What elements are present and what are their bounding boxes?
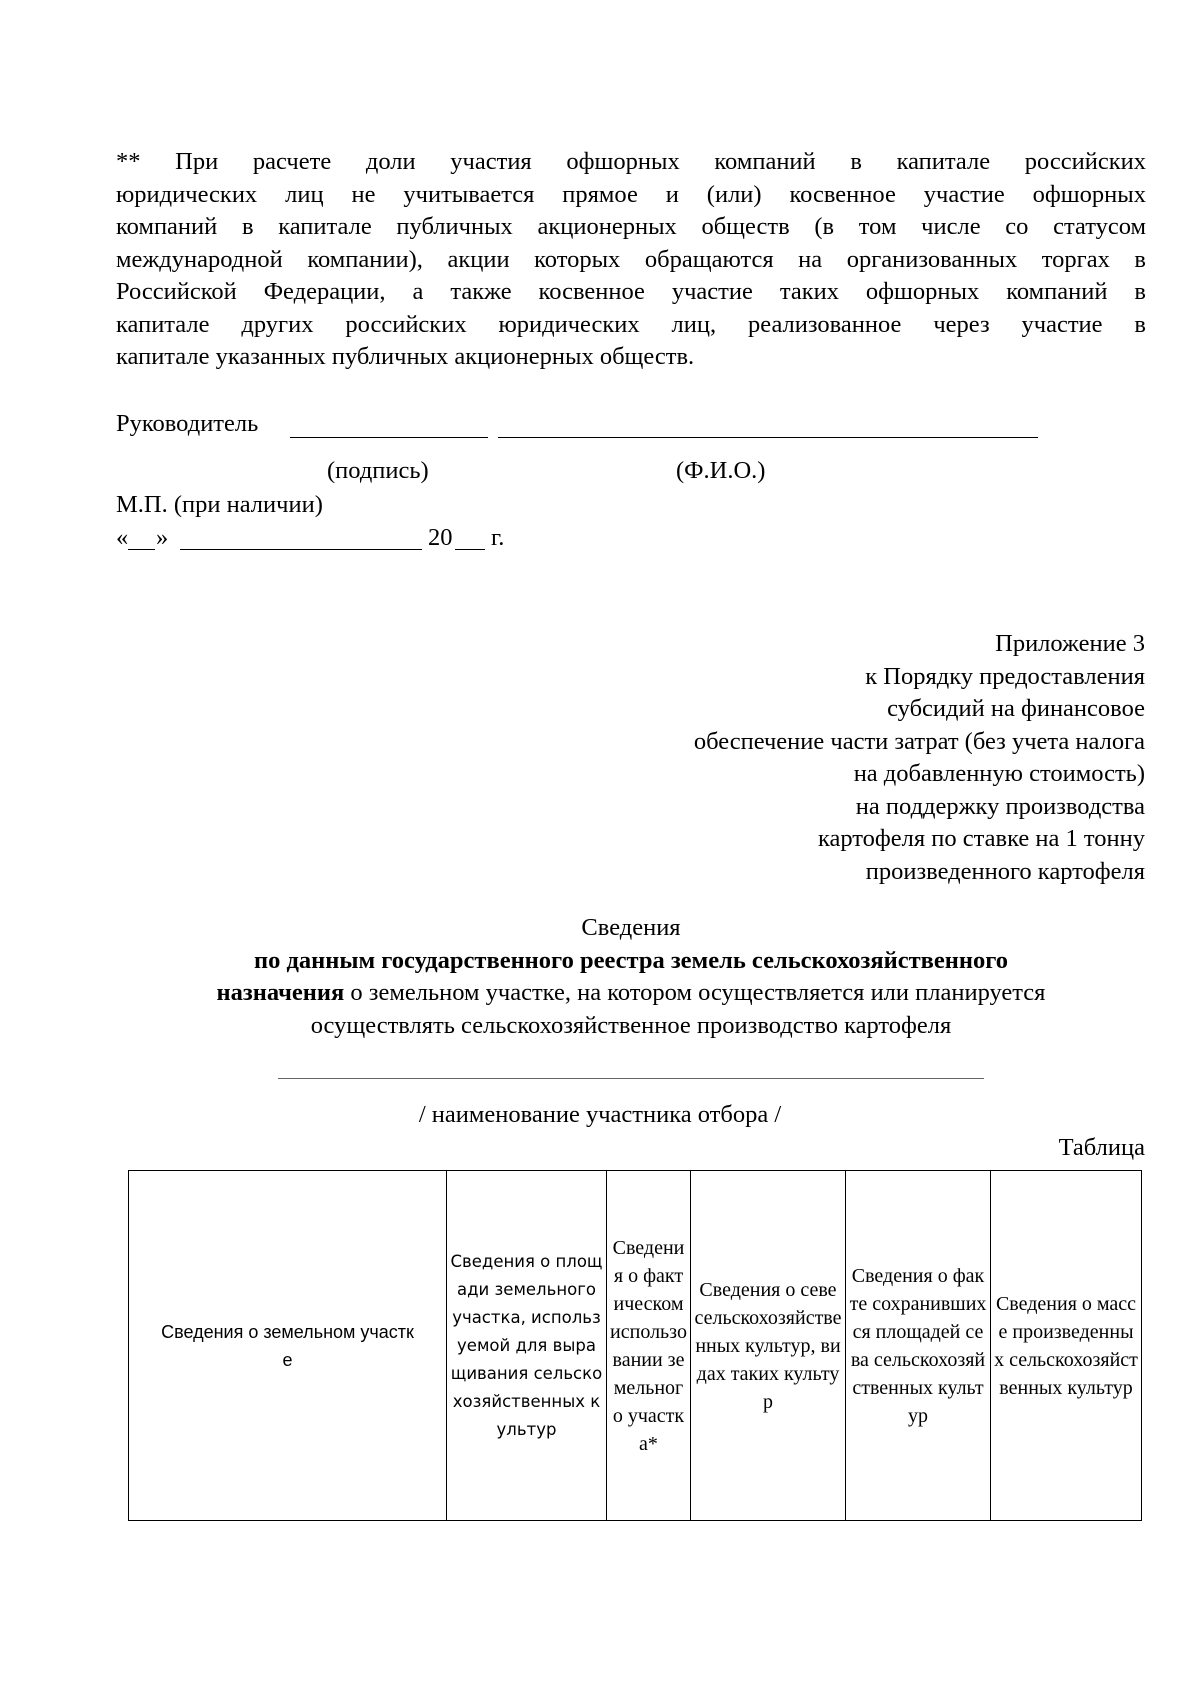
header-cell-land-plot: Сведения о земельном участке — [129, 1171, 447, 1521]
header-cell-sowing: Сведения о севе сельскохозяйственных культур, видах таких культур — [691, 1171, 846, 1521]
appendix-header — [545, 628, 1145, 888]
head-label: Руководитель — [116, 410, 259, 437]
table-header-row — [129, 1171, 1142, 1521]
table-label: Таблица — [1058, 1134, 1145, 1161]
footnote-line: международной компании), акции которых обращаются на организованных торгах в — [116, 245, 1146, 273]
title-line: Сведения — [581, 914, 681, 941]
year-prefix: 20 — [428, 524, 453, 551]
footnote-line: капитале других российских юридических лиц, реализованное через участие в — [116, 310, 1146, 338]
year-blank — [455, 549, 485, 550]
name-caption: (Ф.И.О.) — [676, 457, 766, 484]
offshore-footnote — [116, 146, 1146, 374]
stamp-label: М.П. (при наличии) — [116, 491, 323, 518]
footnote-line: капитале указанных публичных акционерных обществ. — [116, 343, 695, 370]
title-bold-text: по данным государственного реестра земель сельскохозяйственного — [253, 946, 1009, 974]
appendix-line: Приложение 3 — [995, 630, 1145, 657]
appendix-line: субсидий на финансовое — [887, 695, 1145, 722]
footnote-line: компаний в капитале публичных акционерных обществ (в том числе со статусом — [116, 213, 1146, 240]
title-line — [116, 977, 1146, 1010]
participant-name-line — [278, 1078, 984, 1079]
appendix-line: обеспечение части затрат (без учета налога — [693, 727, 1145, 755]
footnote-line: ** При расчете доли участия офшорных компаний в капитале российских — [116, 148, 1146, 175]
day-blank — [128, 549, 155, 550]
appendix-line: на поддержку производства — [855, 792, 1145, 820]
land-info-table — [128, 1170, 1142, 1521]
month-blank — [180, 549, 422, 550]
header-cell-actual-use: Сведения о фактическом использовании земельного участка* — [607, 1171, 691, 1521]
header-cell-area: Сведения о площади земельного участка, используемой для выращивания сельскохозяйственных культур — [447, 1171, 607, 1521]
title-bold-text: назначения — [216, 979, 345, 1006]
title-line — [116, 945, 1146, 978]
document-title — [116, 912, 1146, 1042]
footnote-line: юридических лиц не учитывается прямое и (или) косвенное участие офшорных — [116, 180, 1146, 208]
date-open-quote: « — [116, 524, 129, 551]
name-blank — [498, 437, 1038, 438]
appendix-line: произведенного картофеля — [865, 857, 1145, 885]
date-close-quote: » — [156, 524, 169, 551]
appendix-line: на добавленную стоимость) — [853, 760, 1145, 787]
signature-blank — [290, 437, 488, 438]
header-cell-preserved-area: Сведения о факте сохранившихся площадей сева сельскохозяйственных культур — [846, 1171, 991, 1521]
signature-caption: (подпись) — [327, 457, 429, 484]
title-text: о земельном участке, на котором осуществляется или планируется — [344, 979, 1046, 1006]
header-cell-mass: Сведения о массе произведенных сельскохозяйственных культур — [991, 1171, 1142, 1521]
participant-caption: / наименование участника отбора / — [418, 1101, 782, 1128]
year-suffix: г. — [491, 524, 505, 551]
title-line: осуществлять сельскохозяйственное производство картофеля — [310, 1011, 952, 1039]
footnote-line: Российской Федерации, а также косвенное участие таких офшорных компаний в — [116, 278, 1146, 305]
appendix-line: картофеля по ставке на 1 тонну — [817, 825, 1145, 852]
appendix-line: к Порядку предоставления — [865, 662, 1145, 690]
